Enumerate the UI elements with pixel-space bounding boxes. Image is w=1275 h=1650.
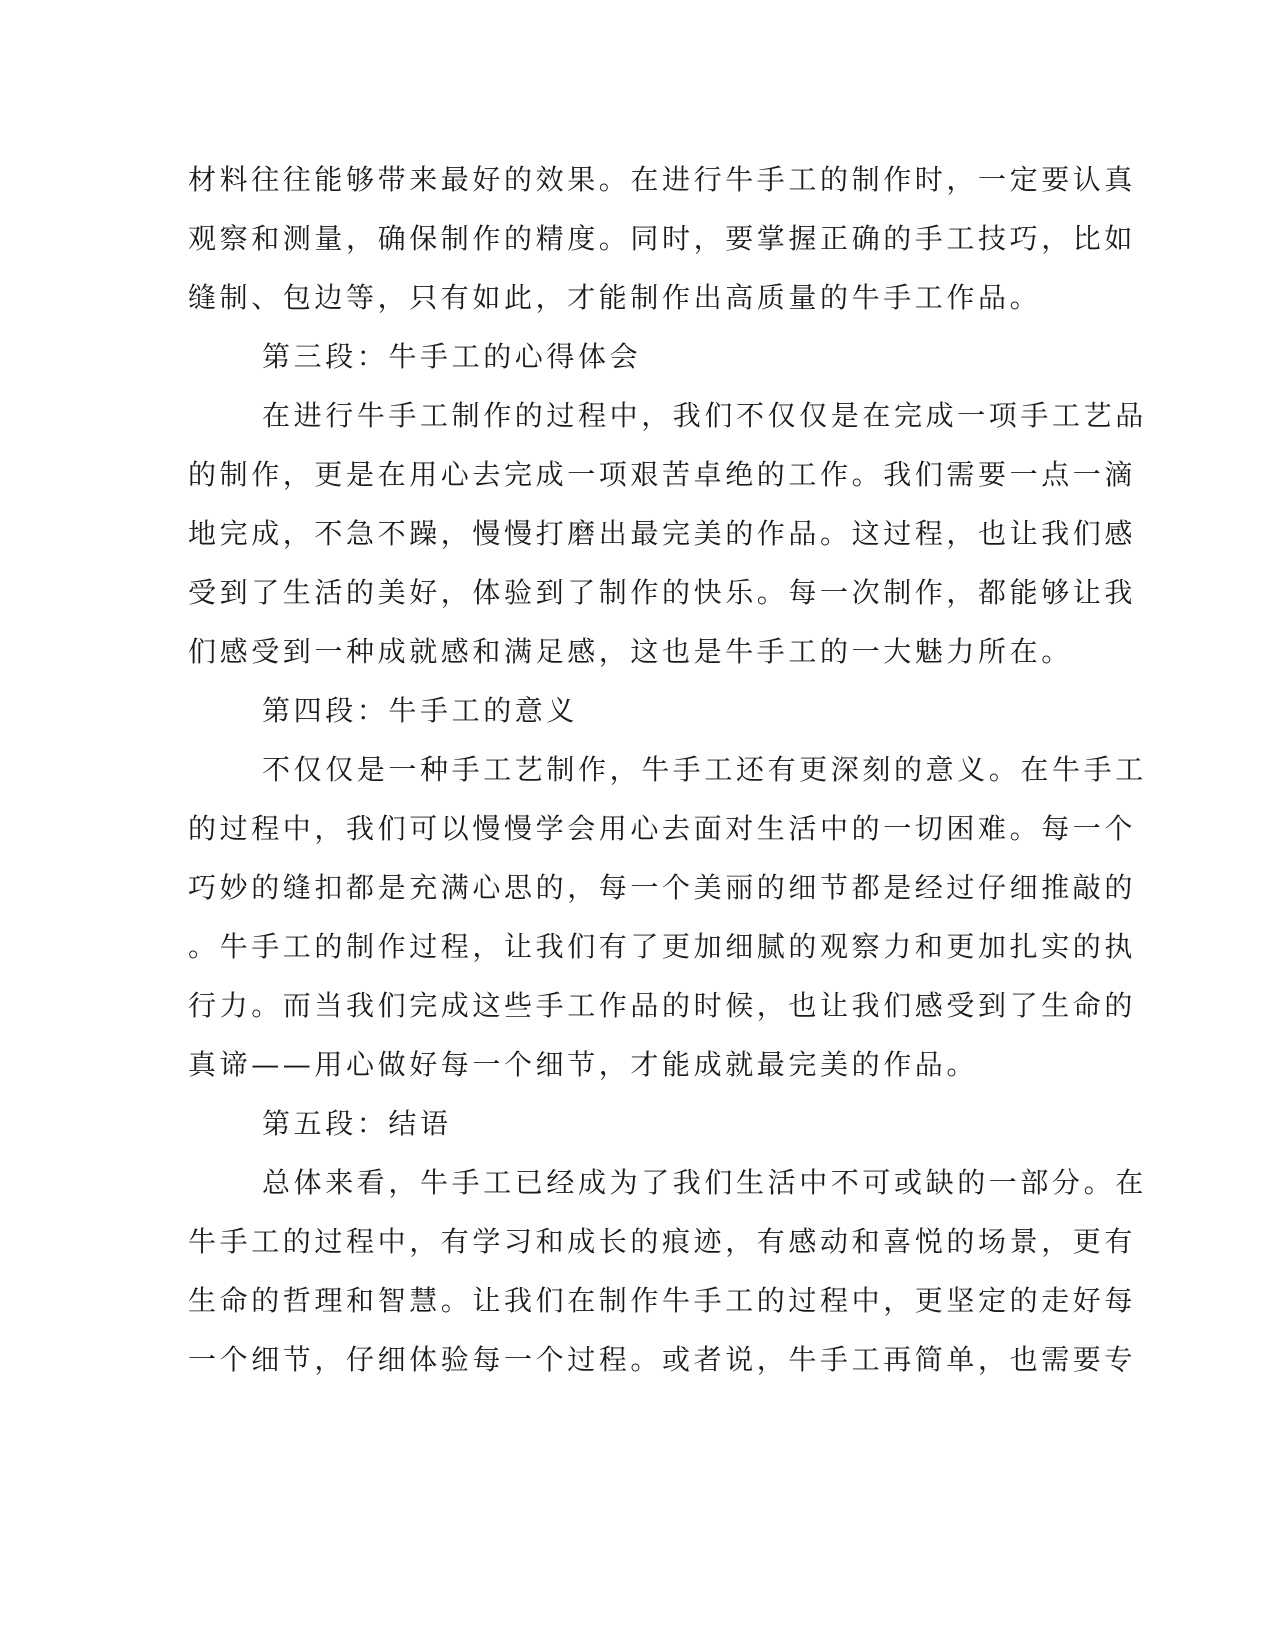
section-heading: 第四段：牛手工的意义 xyxy=(262,694,579,727)
body-text-line: 受到了生活的美好，体验到了制作的快乐。每一次制作，都能够让我 xyxy=(188,576,1137,609)
body-text-line: 地完成，不急不躁，慢慢打磨出最完美的作品。这过程，也让我们感 xyxy=(188,517,1137,550)
body-text-line: 牛手工的过程中，有学习和成长的痕迹，有感动和喜悦的场景，更有 xyxy=(188,1225,1137,1258)
section-heading: 第五段：结语 xyxy=(262,1107,452,1140)
paragraph-first-line: 在进行牛手工制作的过程中，我们不仅仅是在完成一项手工艺品 xyxy=(262,399,1147,432)
body-text-line: 的制作，更是在用心去完成一项艰苦卓绝的工作。我们需要一点一滴 xyxy=(188,458,1137,491)
section-heading: 第三段：牛手工的心得体会 xyxy=(262,340,642,373)
body-text-line: 一个细节，仔细体验每一个过程。或者说，牛手工再简单，也需要专 xyxy=(188,1343,1137,1376)
body-text-line: 的过程中，我们可以慢慢学会用心去面对生活中的一切困难。每一个 xyxy=(188,812,1137,845)
paragraph-first-line: 总体来看，牛手工已经成为了我们生活中不可或缺的一部分。在 xyxy=(262,1166,1147,1199)
body-text-line: 们感受到一种成就感和满足感，这也是牛手工的一大魅力所在。 xyxy=(188,635,1073,668)
body-text-line: 巧妙的缝扣都是充满心思的，每一个美丽的细节都是经过仔细推敲的 xyxy=(188,871,1137,904)
body-text-line: 行力。而当我们完成这些手工作品的时候，也让我们感受到了生命的 xyxy=(188,989,1137,1022)
body-text-line: 真谛——用心做好每一个细节，才能成就最完美的作品。 xyxy=(188,1048,979,1081)
body-text-line: 生命的哲理和智慧。让我们在制作牛手工的过程中，更坚定的走好每 xyxy=(188,1284,1137,1317)
body-text-line: 缝制、包边等，只有如此，才能制作出高质量的牛手工作品。 xyxy=(188,281,1042,314)
body-text-line: 观察和测量，确保制作的精度。同时，要掌握正确的手工技巧，比如 xyxy=(188,222,1137,255)
body-text-line: 。牛手工的制作过程，让我们有了更加细腻的观察力和更加扎实的执 xyxy=(188,930,1137,963)
paragraph-first-line: 不仅仅是一种手工艺制作，牛手工还有更深刻的意义。在牛手工 xyxy=(262,753,1147,786)
body-text-line: 材料往往能够带来最好的效果。在进行牛手工的制作时，一定要认真 xyxy=(188,163,1137,196)
